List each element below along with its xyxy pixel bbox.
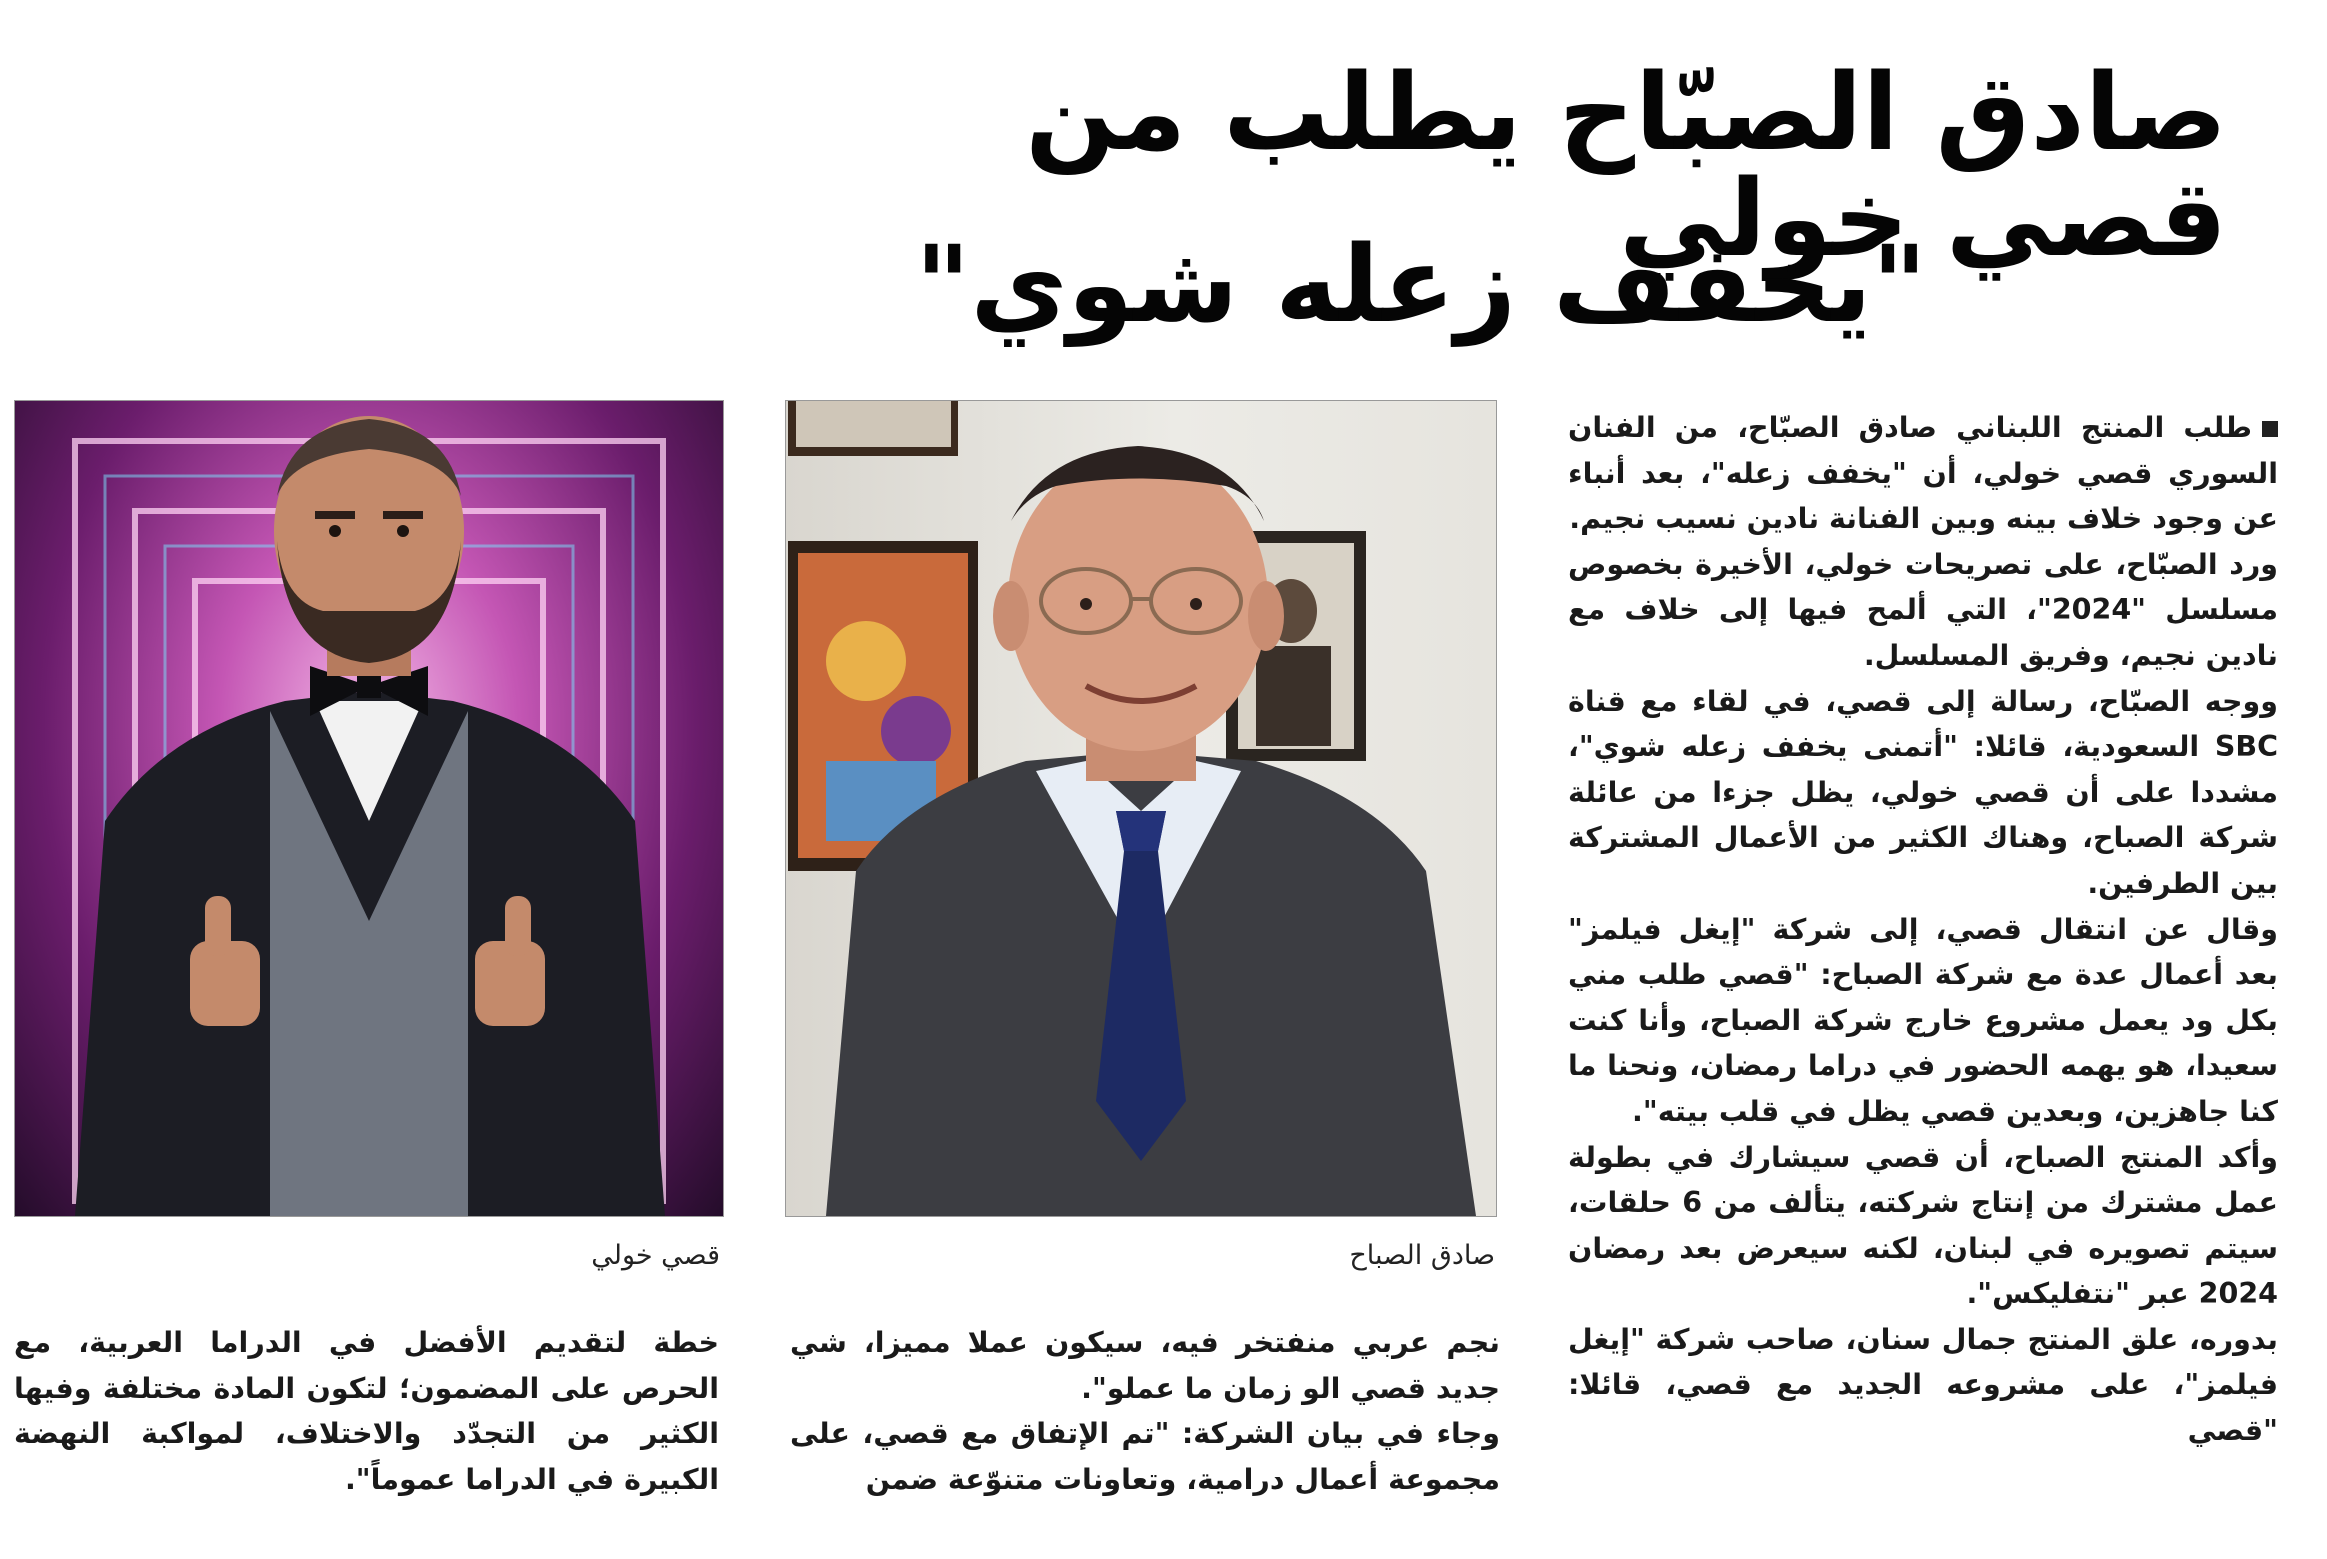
portrait-illustration bbox=[786, 401, 1496, 1216]
photo-kosai-khauli bbox=[14, 400, 724, 1217]
paragraph: وجاء في بيان الشركة: "تم الإتفاق مع قصي، على مجموعة أعمال درامية، وتعاونات متنوّعة ضمن bbox=[790, 1417, 1500, 1496]
paragraph: ووجه الصبّاح، رسالة إلى قصي، في لقاء مع قناة SBC السعودية، قائلا: "أتمنى يخفف زعله شوي"، مشددا على أن قصي خولي، يظل جزءا من عائلة شركة الصباح، وهناك الكثير من الأعمال المشتركة بين الطرفين. bbox=[1568, 684, 2278, 900]
photo-caption: صادق الصباح bbox=[1349, 1240, 1495, 1271]
headline-line-1: صادق الصبّاح يطلب من قصي خولي bbox=[1025, 51, 2227, 280]
portrait-illustration bbox=[15, 401, 723, 1216]
paragraph: وقال عن انتقال قصي، إلى شركة "إيغل فيلمز" بعد أعمال عدة مع شركة الصباح: "قصي طلب مني بكل ود يعمل مشروع خارج شركة الصباح، وأنا كنت سعيدا، هو يهمه الحضور في دراما رمضان، ونحنا ما كنا جاهزين، وبعدين قصي يظل في قلب بيته". bbox=[1568, 912, 2278, 1128]
photo-sadek-sabbah bbox=[785, 400, 1497, 1217]
article-column-middle bbox=[790, 1320, 1500, 1502]
article-column-right bbox=[1568, 405, 2278, 1454]
paragraph: خطة لتقديم الأفضل في الدراما العربية، مع الحرص على المضمون؛ لتكون المادة مختلفة وفيها الكثير من التجدّد والاختلاف، لمواكبة النهضة الكبيرة في الدراما عموماً". bbox=[14, 1326, 719, 1496]
paragraph: نجم عربي منفتخر فيه، سيكون عملا مميزا، شي جديد قصي الو زمان ما عملو". bbox=[790, 1326, 1500, 1405]
bullet-square-icon bbox=[2262, 421, 2278, 437]
paragraph: وأكد المنتج الصباح، أن قصي سيشارك في بطولة عمل مشترك من إنتاج شركته، يتألف من 6 حلقات، سيتم تصويره في لبنان، لكنه سيعرض بعد رمضان 2024 عبر "نتفليكس". bbox=[1568, 1140, 2278, 1311]
paragraph: طلب المنتج اللبناني صادق الصبّاح، من الفنان السوري قصي خولي، أن "يخفف زعله"، بعد أنباء عن وجود خلاف بينه وبين الفنانة نادين نسيب نجيم. bbox=[1568, 411, 2278, 536]
paragraph: بدوره، علق المنتج جمال سنان، صاحب شركة "إيغل فيلمز"، على مشروعه الجديد مع قصي، قائلا: "قصي bbox=[1568, 1322, 2278, 1448]
paragraph: ورد الصبّاح، على تصريحات خولي، الأخيرة بخصوص مسلسل "2024"، التي ألمح فيها إلى خلاف مع نادين نجيم، وفريق المسلسل. bbox=[1568, 547, 2278, 672]
headline-line-2: "يخفف زعله شوي" bbox=[915, 223, 1927, 346]
photo-caption: قصي خولي bbox=[591, 1240, 720, 1271]
article-column-left bbox=[14, 1320, 719, 1502]
